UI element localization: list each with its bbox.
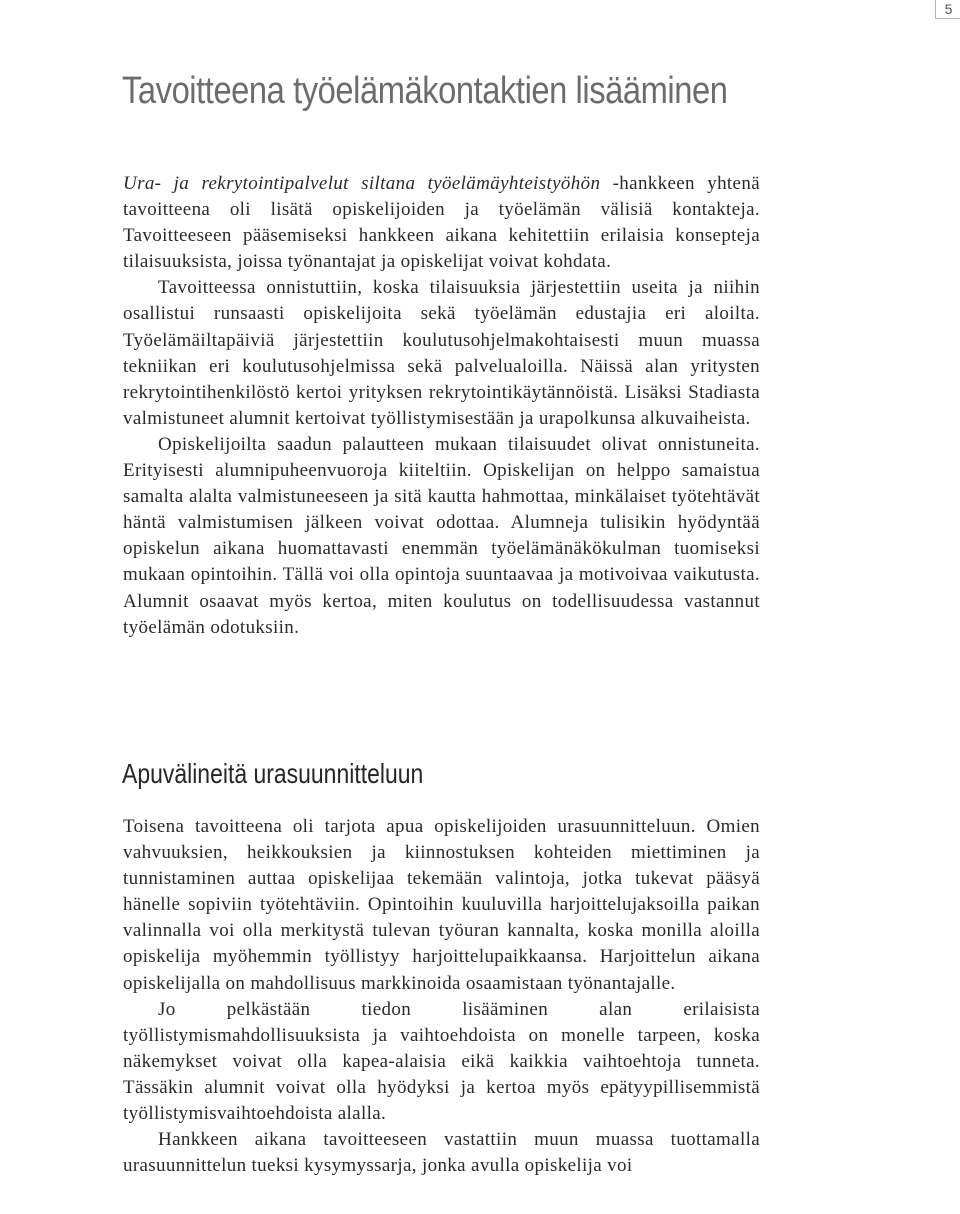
page-number: 5 <box>935 0 960 19</box>
section-2-body <box>123 814 760 1179</box>
paragraph <box>123 171 760 275</box>
paragraph: Jo pelkästään tiedon lisääminen alan erilaisista työllistymismahdollisuuksista ja vaihtoehdoista on monelle tarpeen, koska näkemykset voivat olla kapea-alaisia eikä kaikkia vaihtoehtoja tunneta. Tässäkin alumnit voivat olla hyödyksi ja kertoa myös epätyypillisemmistä työllistymisvaihtoehdoista alalla. <box>123 998 760 1125</box>
project-name: Ura- ja rekrytointipalvelut siltana työelämäyhteistyöhön <box>123 173 601 194</box>
paragraph: Opiskelijoilta saadun palautteen mukaan tilaisuudet olivat onnistuneita. Erityisesti alumnipuheenvuoroja kiiteltiin. Opiskelijan on helppo samaistua samalta alalta valmistuneeseen ja sitä kautta hahmottaa, minkälaiset työtehtävät häntä valmistumisen jälkeen voivat odottaa. Alumneja tulisikin hyödyntää opiskelun aikana huomattavasti enemmän työelämänäkökulman tuomiseksi mukaan opintoihin. Tällä voi olla opintoja suuntaavaa ja motivoivaa vaikutusta. Alumnit osaavat myös kertoa, miten koulutus on todellisuudessa vastannut työelämän odotuksiin. <box>123 433 760 638</box>
paragraph: Toisena tavoitteena oli tarjota apua opiskelijoiden urasuunnitteluun. Omien vahvuuksien, heikkouksien ja kiinnostuksen kohteiden miettiminen ja tunnistaminen auttaa opiskelijaa tekemään valintoja, jotka tukevat pääsyä hänelle sopiviin työtehtäviin. Opintoihin kuuluvilla harjoittelujaksoilla paikan valinnalla voi olla merkitystä tulevan työuran kannalta, koska monilla aloilla opiskelija myöhemmin työllistyy harjoittelupaikkaansa. Harjoittelun aikana opiskelijalla on mahdollisuus markkinoida osaamistaan työnantajalle. <box>123 816 760 994</box>
paragraph: Hankkeen aikana tavoitteeseen vastattiin muun muassa tuottamalla urasuunnittelun tueksi kysymyssarja, jonka avulla opiskelija voi <box>123 1129 760 1177</box>
paragraph-text: -hankkeen yhtenä tavoitteena oli lisätä opiskelijoiden ja työelämän välisiä kontakteja. Tavoitteeseen pääsemiseksi hankkeen aikana kehitettiin erilaisia konsepteja tilaisuuksista, joissa työnantajat ja opiskelijat voivat kohdata. <box>123 173 760 273</box>
page-title: Tavoitteena työelämäkontaktien lisääminen <box>122 70 728 112</box>
section-1-body <box>123 171 760 641</box>
section-heading: Apuvälineitä urasuunnitteluun <box>122 758 424 789</box>
paragraph: Tavoitteessa onnistuttiin, koska tilaisuuksia järjestettiin useita ja niihin osallistui runsaasti opiskelijoita sekä työelämän edustajia eri aloilta. Työelämäiltapäiviä järjestettiin koulutusohjelmakohtaisesti muun muassa tekniikan eri koulutusohjelmissa sekä palvelualoilla. Näissä alan yritysten rekrytointihenkilöstö kertoi yrityksen rekrytointikäytännöistä. Lisäksi Stadiasta valmistuneet alumnit kertoivat työllistymisestään ja urapolkunsa alkuvaiheista. <box>123 277 760 429</box>
